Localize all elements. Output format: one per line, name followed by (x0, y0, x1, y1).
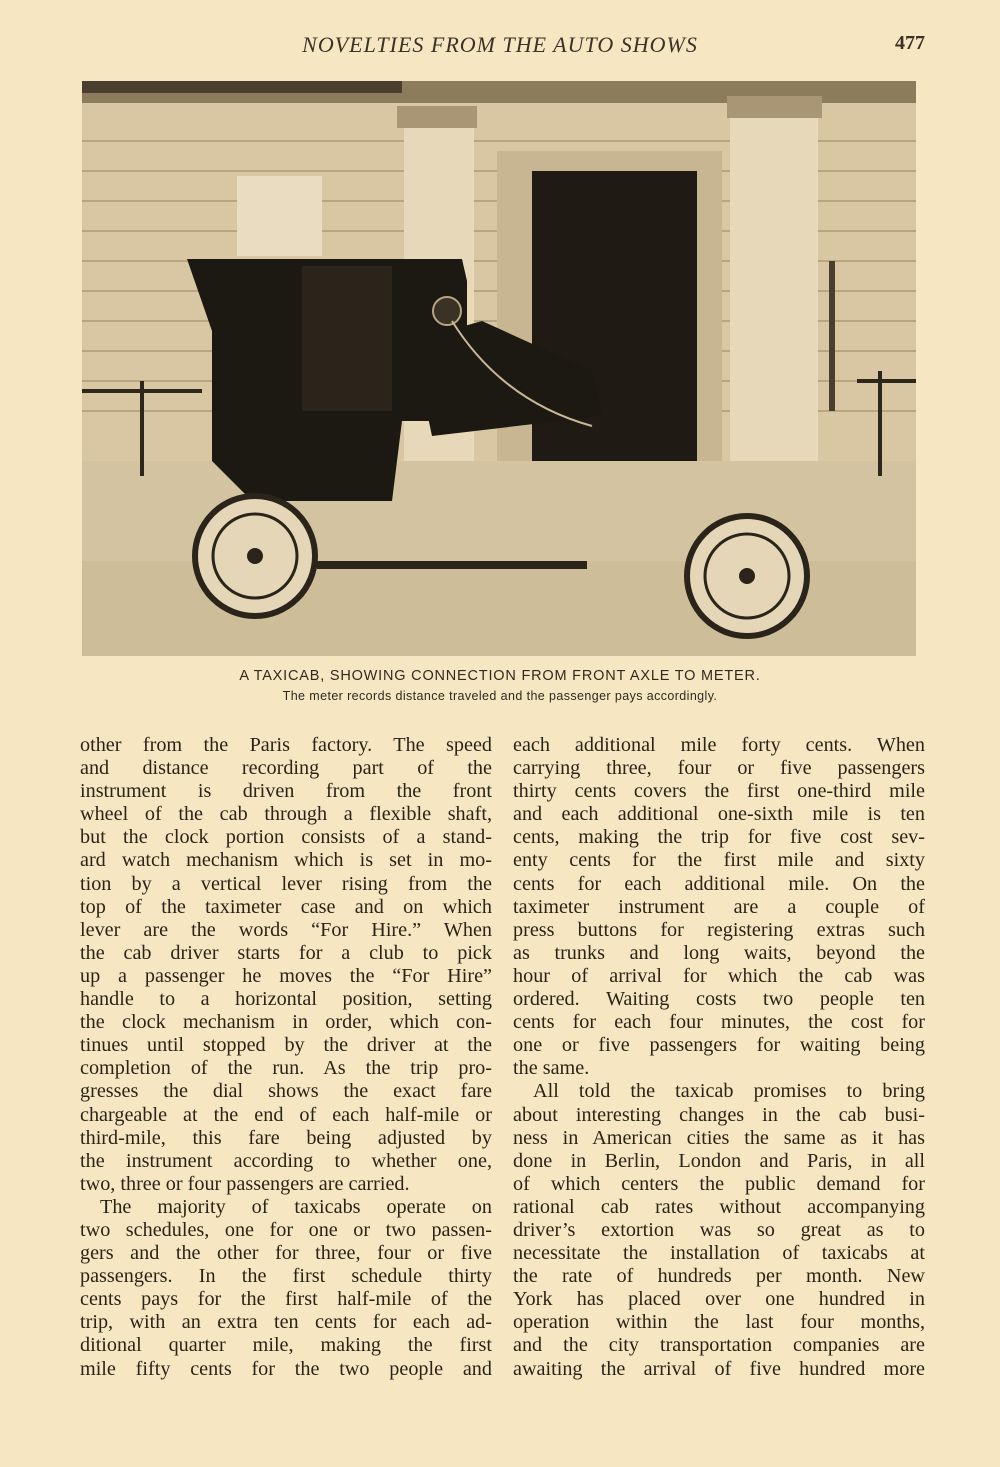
figure-caption-title: A TAXICAB, SHOWING CONNECTION FROM FRONT AXLE TO METER. (239, 668, 761, 684)
text-line: cents, making the trip for five cost sev- (513, 826, 925, 849)
running-board (317, 561, 587, 569)
text-line: necessitate the installation of taxicabs at (513, 1242, 925, 1265)
text-line: ordered. Waiting costs two people ten (513, 988, 925, 1011)
text-line: done in Berlin, London and Paris, in all (513, 1149, 925, 1172)
dentil-molding (82, 81, 402, 93)
text-line: York has placed over one hundred in (513, 1288, 925, 1311)
text-line: rational cab rates without accompanying (513, 1195, 925, 1218)
text-line: other from the Paris factory. The speed (80, 734, 492, 756)
text-line: one or five passengers for waiting being (513, 1034, 925, 1057)
text-line: passengers. In the first schedule thirty (80, 1265, 492, 1288)
text-line: press buttons for registering extras such (513, 918, 925, 941)
text-line: and distance recording part of the (80, 757, 492, 780)
capital-right (727, 96, 822, 118)
text-line: lever are the words “For Hire.” When (80, 918, 492, 941)
text-line: chargeable at the end of each half-mile or (80, 1103, 492, 1126)
page-number: 477 (895, 32, 925, 54)
text-line: the cab driver starts for a club to pick (80, 941, 492, 964)
text-line: as trunks and long waits, beyond the (513, 941, 925, 964)
text-column-right (513, 734, 925, 1381)
figure-caption-subtitle: The meter records distance traveled and the passenger pays accordingly. (282, 689, 718, 703)
text-line: ditional quarter mile, making the first (80, 1334, 492, 1357)
text-line: trip, with an extra ten cents for each ad- (80, 1311, 492, 1334)
front-wheel (687, 516, 807, 636)
text-column-left (80, 734, 492, 1381)
taxicab-photo-illustration (82, 81, 916, 656)
taxicab-photograph (82, 81, 916, 656)
text-line: the rate of hundreds per month. New (513, 1265, 925, 1288)
capital-left (397, 106, 477, 128)
text-line: hour of arrival for which the cab was (513, 964, 925, 987)
text-line: about interesting changes in the cab busi- (513, 1103, 925, 1126)
text-line: third-mile, this fare being adjusted by (80, 1126, 492, 1149)
text-line: mile fifty cents for the two people and (80, 1357, 492, 1380)
doorway (532, 171, 697, 491)
text-line: and each additional one-sixth mile is ten (513, 803, 925, 826)
text-line: driver’s extortion was so great as to (513, 1218, 925, 1241)
running-head: NOVELTIES FROM THE AUTO SHOWS (302, 32, 698, 57)
text-line: gers and the other for three, four or five (80, 1242, 492, 1265)
text-line: of which centers the public demand for (513, 1172, 925, 1195)
text-line: thirty cents covers the first one-third mile (513, 780, 925, 803)
window-awning (237, 176, 322, 256)
text-line: The majority of taxicabs operate on (100, 1195, 492, 1218)
text-line: wheel of the cab through a flexible shaft, (80, 803, 492, 826)
text-line: completion of the run. As the trip pro- (80, 1057, 492, 1080)
text-line: the clock mechanism in order, which con- (80, 1011, 492, 1034)
text-line: awaiting the arrival of five hundred more (513, 1357, 925, 1380)
text-line: taximeter instrument are a couple of (513, 895, 925, 918)
text-line: gresses the dial shows the exact fare (80, 1080, 492, 1103)
rear-wheel (195, 496, 315, 616)
text-line: tinues until stopped by the driver at the (80, 1034, 492, 1057)
text-line: up a passenger he moves the “For Hire” (80, 964, 492, 987)
text-line: but the clock portion consists of a stand- (80, 826, 492, 849)
cab-door (302, 266, 392, 411)
text-line: cents for each additional mile. On the (513, 872, 925, 895)
text-line: top of the taximeter case and on which (80, 895, 492, 918)
text-line: All told the taxicab promises to bring (533, 1080, 925, 1103)
text-line: ness in American cities the same as it has (513, 1126, 925, 1149)
lamp-post (829, 261, 835, 411)
text-line: operation within the last four months, (513, 1311, 925, 1334)
text-line: handle to a horizontal position, setting (80, 988, 492, 1011)
text-line: cents for each four minutes, the cost for (513, 1011, 925, 1034)
text-line: tion by a vertical lever rising from the (80, 872, 492, 895)
text-line: cents pays for the first half-mile of the (80, 1288, 492, 1311)
text-line: ard watch mechanism which is set in mo- (80, 849, 492, 872)
text-line: the instrument according to whether one, (80, 1149, 492, 1172)
text-line: two, three or four passengers are carried. (80, 1172, 410, 1195)
text-line: the same. (513, 1057, 590, 1080)
column-right (730, 111, 818, 511)
text-line: enty cents for the first mile and sixty (513, 849, 925, 872)
taximeter (433, 297, 461, 325)
text-line: and the city transportation companies are (513, 1334, 925, 1357)
text-line: each additional mile forty cents. When (513, 734, 925, 756)
text-line: carrying three, four or five passengers (513, 757, 925, 780)
text-line: two schedules, one for one or two passen- (80, 1218, 492, 1241)
text-line: instrument is driven from the front (80, 780, 492, 803)
